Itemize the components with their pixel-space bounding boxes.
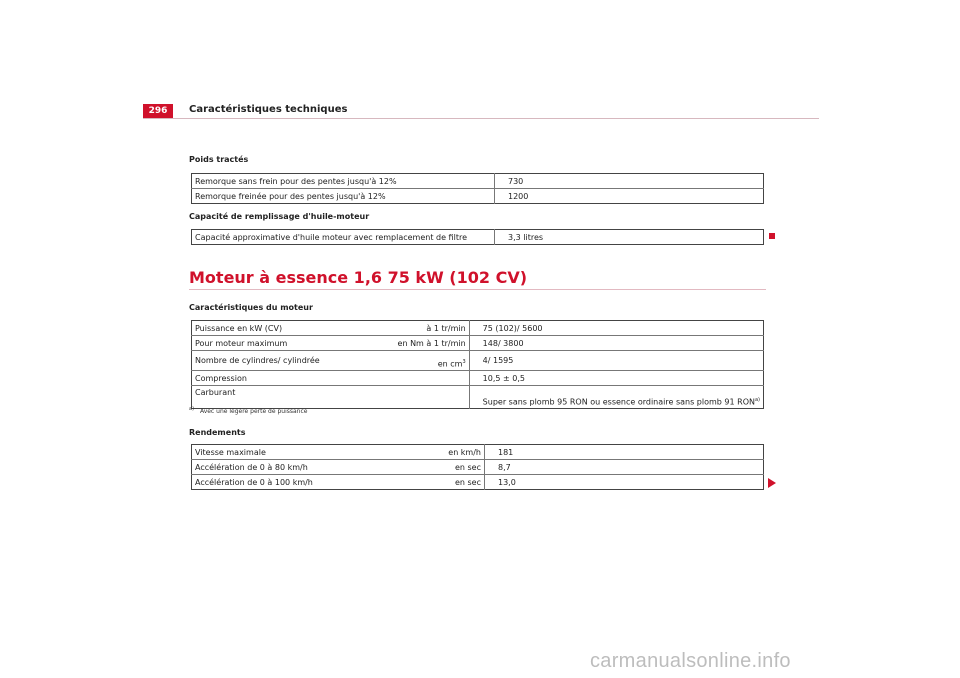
row-unit: en sec bbox=[398, 475, 485, 490]
poids-heading: Poids tractés bbox=[189, 155, 249, 164]
row-value: 10,5 ± 0,5 bbox=[469, 371, 763, 386]
row-unit bbox=[385, 351, 469, 371]
huile-table bbox=[191, 229, 764, 245]
row-value: 1200 bbox=[508, 191, 529, 201]
unit-text: en cm bbox=[437, 360, 463, 369]
rendements-table bbox=[191, 444, 764, 490]
row-unit: à 1 tr/min bbox=[385, 321, 469, 336]
table-row bbox=[192, 336, 764, 351]
moteur-heading: Caractéristiques du moteur bbox=[189, 303, 313, 312]
value-text: Super sans plomb 95 RON ou essence ordinaire sans plomb 91 RON bbox=[482, 398, 755, 407]
table-row bbox=[192, 445, 764, 460]
row-value: 8,7 bbox=[485, 460, 764, 475]
row-unit: en sec bbox=[398, 460, 485, 475]
table-row bbox=[192, 351, 764, 371]
row-value: 730 bbox=[495, 174, 764, 189]
row-label: Carburant bbox=[195, 388, 236, 397]
footnote bbox=[189, 406, 307, 415]
section-title: Moteur à essence 1,6 75 kW (102 CV) bbox=[189, 268, 528, 287]
row-label: Remorque freinée pour des pentes jusqu'à 12% bbox=[192, 189, 495, 204]
row-value bbox=[469, 386, 763, 409]
row-value: 4/ 1595 bbox=[469, 351, 763, 371]
poids-table bbox=[191, 173, 764, 204]
header-divider bbox=[143, 118, 819, 119]
footnote-ref: a) bbox=[754, 397, 760, 404]
row-label: Remorque sans frein pour des pentes jusqu'à 12% bbox=[192, 174, 495, 189]
next-page-arrow-icon bbox=[768, 478, 776, 488]
moteur-table bbox=[191, 320, 764, 409]
row-value: 13,0 bbox=[498, 477, 516, 487]
row-label: Compression bbox=[192, 371, 385, 386]
row-unit: en Nm à 1 tr/min bbox=[385, 336, 469, 351]
table-row bbox=[192, 475, 764, 490]
page-header-title: Caractéristiques techniques bbox=[189, 104, 348, 115]
row-value: 3,3 litres bbox=[508, 232, 544, 242]
row-label: Vitesse maximale bbox=[192, 445, 399, 460]
footnote-mark: a) bbox=[189, 406, 195, 412]
row-value: 181 bbox=[485, 445, 764, 460]
row-label: Capacité approximative d'huile moteur avec remplacement de filtre bbox=[192, 230, 495, 245]
huile-heading: Capacité de remplissage d'huile-moteur bbox=[189, 212, 370, 221]
table-row bbox=[192, 321, 764, 336]
row-value: 75 (102)/ 5600 bbox=[469, 321, 763, 336]
table-row bbox=[192, 230, 764, 245]
table-row bbox=[192, 174, 764, 189]
row-label: Puissance en kW (CV) bbox=[192, 321, 385, 336]
rendements-heading: Rendements bbox=[189, 428, 246, 437]
watermark: carmanualsonline.info bbox=[590, 650, 791, 672]
table-row bbox=[192, 189, 764, 204]
row-unit: en km/h bbox=[398, 445, 485, 460]
table-row bbox=[192, 371, 764, 386]
footnote-text: Avec une légère perte de puissance bbox=[199, 408, 308, 415]
section-divider bbox=[189, 289, 766, 290]
row-label: Accélération de 0 à 100 km/h bbox=[195, 477, 313, 487]
row-label: Accélération de 0 à 80 km/h bbox=[192, 460, 399, 475]
row-label: Pour moteur maximum bbox=[192, 336, 385, 351]
page-number: 296 bbox=[143, 104, 173, 118]
row-unit bbox=[385, 386, 469, 409]
section-end-marker bbox=[769, 233, 775, 239]
row-value: 148/ 3800 bbox=[469, 336, 763, 351]
unit-superscript: 3 bbox=[462, 359, 466, 366]
table-row bbox=[192, 460, 764, 475]
row-label: Nombre de cylindres/ cylindrée bbox=[192, 351, 385, 371]
row-unit bbox=[385, 371, 469, 386]
